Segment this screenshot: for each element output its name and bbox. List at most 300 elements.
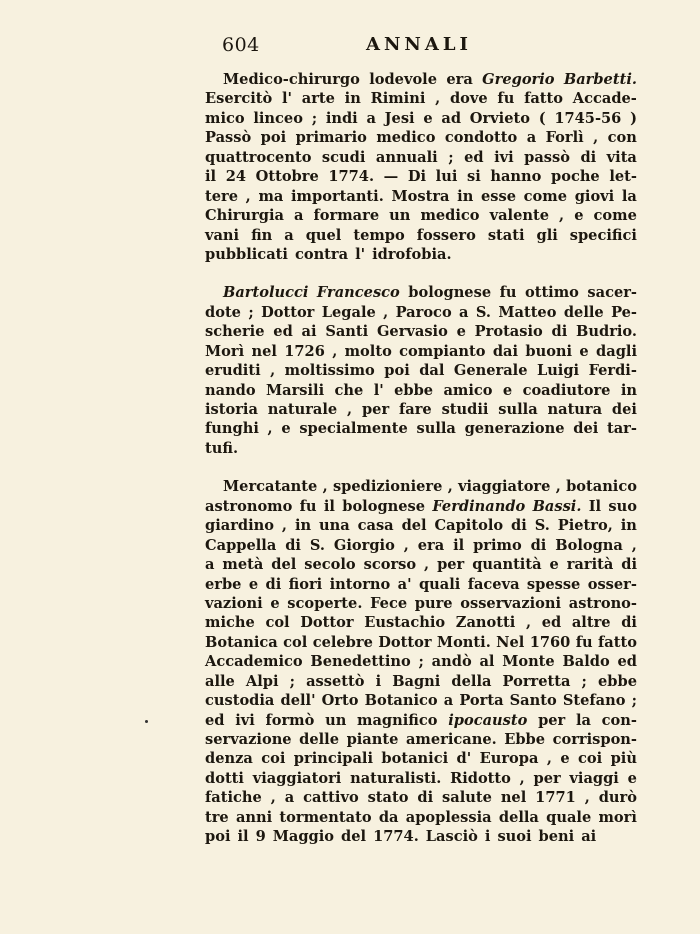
word: tempo [353, 226, 405, 244]
word: Generale [453, 362, 528, 380]
word: Luigi [536, 362, 580, 380]
word: ipocausto [448, 711, 528, 729]
ink-speck [145, 720, 148, 723]
word: tufi. [205, 439, 239, 457]
word: ; [448, 148, 454, 166]
word: 1774. [328, 168, 375, 186]
word: e [574, 207, 584, 225]
word: della [498, 808, 539, 826]
word: Baldo [562, 653, 610, 671]
word: moltissimo [284, 362, 375, 380]
word: fu [299, 497, 317, 515]
word: , [559, 207, 565, 225]
word: di [551, 323, 568, 341]
word: tere [205, 187, 238, 205]
word: tar- [606, 420, 637, 438]
word: fu [499, 284, 517, 302]
word: ivi [494, 148, 514, 166]
text-line [205, 206, 637, 225]
word: ai [581, 828, 597, 846]
word: ad [441, 109, 462, 127]
word: idrofobia. [372, 245, 452, 263]
word: poi [260, 129, 287, 147]
word: scudi [321, 148, 366, 166]
word: , [584, 789, 590, 807]
word: quattrocento [205, 148, 312, 166]
text-line [205, 148, 637, 167]
word: Eustachio [364, 614, 446, 632]
body-text [205, 70, 637, 847]
word: natura [547, 401, 603, 418]
word: astrono- [568, 594, 637, 612]
word: , [332, 342, 338, 360]
word: Santi [325, 323, 369, 341]
word: ebbe [598, 672, 637, 690]
word: rarità [566, 556, 614, 574]
word: era [417, 536, 445, 554]
word: lui [435, 168, 458, 186]
text-line [205, 594, 637, 613]
word: , [631, 536, 637, 554]
word: annuali [375, 148, 438, 166]
word: osser- [587, 575, 637, 593]
word: ivi [235, 711, 255, 729]
word: anni [235, 808, 273, 826]
word: viaggi [569, 769, 619, 787]
text-line [205, 128, 637, 147]
word: servazione [205, 731, 292, 748]
word: il [323, 497, 335, 515]
word: contra [294, 245, 349, 263]
word: compianto [399, 342, 486, 360]
word: vani [205, 226, 240, 244]
text-line [205, 808, 637, 827]
word: Gervasio [376, 323, 448, 341]
word: Fece [370, 594, 408, 612]
word: Chirurgia [205, 207, 284, 225]
word: fiori [288, 575, 323, 593]
word: principali [293, 750, 374, 768]
word: quantità [472, 556, 542, 574]
word: scoperte. [287, 594, 363, 612]
word: let- [609, 168, 637, 186]
text-line [205, 788, 637, 807]
word: col [265, 614, 290, 632]
word: Accade- [572, 90, 637, 108]
text-line [205, 730, 637, 749]
word: , [322, 478, 328, 496]
word: poi [205, 828, 231, 846]
word: spedizioniere [332, 478, 443, 496]
word: Alpi [245, 672, 279, 690]
word: come [593, 207, 637, 225]
word: di [621, 556, 637, 574]
word: 1771 [535, 789, 576, 807]
word: giovi [574, 187, 615, 205]
word: ( [538, 109, 546, 127]
word: fatto [597, 633, 637, 651]
word: e [456, 323, 466, 341]
word: dal [419, 362, 445, 380]
word: ottimo [524, 284, 579, 302]
text-line [205, 187, 637, 206]
word: , [267, 420, 273, 438]
word: pure [414, 594, 453, 612]
word: e [627, 769, 637, 787]
word: , [435, 90, 441, 108]
word: linceo [253, 109, 303, 127]
text-line [205, 419, 637, 438]
word: Medico-chirurgo [223, 71, 360, 88]
word: in [294, 517, 312, 535]
word: Mostra [391, 187, 450, 205]
word: , [447, 478, 453, 496]
word: denza [205, 750, 253, 768]
text-line [205, 439, 637, 458]
word: medico [376, 129, 436, 147]
word: naturalisti. [350, 769, 442, 787]
word: nel [251, 342, 277, 360]
word: miche [205, 614, 255, 632]
word: si [466, 168, 481, 186]
text-line [205, 769, 637, 788]
word: funghi [205, 420, 259, 438]
word: importanti. [291, 187, 384, 205]
word: viaggiatori [252, 769, 342, 787]
text-line [205, 89, 637, 108]
word: , [347, 401, 353, 418]
word: a [526, 129, 537, 147]
word: Orvieto [469, 109, 530, 127]
word: Benedettino [310, 653, 411, 671]
word: Europa [479, 750, 539, 768]
word: per [533, 769, 561, 787]
paragraph [205, 70, 637, 264]
word: fare [399, 401, 432, 418]
word: e [270, 594, 280, 612]
word: 1726 [284, 342, 325, 360]
text-line [205, 827, 637, 846]
text-line [205, 536, 637, 555]
word: specifici [569, 226, 637, 244]
text-line [205, 555, 637, 574]
word: ; [289, 672, 296, 690]
word: di [580, 148, 597, 166]
word: Pe- [611, 303, 637, 321]
word: Dottor [378, 633, 432, 651]
word: e [502, 381, 513, 399]
word: salute [442, 789, 492, 807]
word: morì [598, 808, 637, 826]
word: dote [205, 303, 241, 321]
word: coi [261, 750, 286, 768]
word: generazione [464, 420, 565, 438]
word: formare [313, 207, 380, 225]
word: , [424, 556, 430, 574]
word: una [319, 517, 350, 535]
paragraph [205, 283, 637, 458]
word: fu [497, 90, 515, 108]
word: a [205, 556, 215, 574]
word: erbe [205, 575, 242, 593]
word: Rimini [370, 90, 426, 108]
word: secolo [304, 556, 356, 574]
word: ma [258, 187, 284, 205]
word: faceva [467, 575, 520, 593]
word: a [284, 789, 295, 807]
word: pubblicati [205, 245, 288, 263]
word: Francesco [316, 284, 400, 302]
word: Forlì [545, 129, 584, 147]
word: dotti [205, 769, 244, 787]
word: e [423, 109, 433, 127]
word: tre [205, 808, 229, 826]
paragraph-gap [205, 458, 637, 477]
word: l' [373, 381, 384, 399]
word: fossero [416, 226, 476, 244]
word: di [511, 517, 527, 535]
text-line [205, 361, 637, 380]
word: Orto [321, 692, 359, 710]
word: buoni [525, 342, 573, 360]
word: amico [443, 381, 493, 399]
word: Dottor [300, 614, 354, 632]
word: Cappella [205, 536, 277, 554]
word: Dottor [261, 303, 315, 321]
word: fatiche [205, 789, 262, 807]
word: S. [309, 536, 325, 554]
word: Esercitò [205, 90, 273, 108]
word: sacer- [587, 284, 637, 302]
word: 24 [225, 168, 247, 186]
word: Nel [496, 633, 525, 651]
word: stato [367, 789, 409, 807]
word: Santo [509, 692, 557, 710]
word: Porretta [502, 672, 571, 690]
word: Maggio [272, 828, 335, 846]
word: naturale [267, 401, 338, 418]
word: cattivo [303, 789, 359, 807]
word: Porta [459, 692, 504, 710]
word: delle [563, 303, 604, 321]
word: coi [578, 750, 603, 768]
word: medico [420, 207, 480, 225]
word: fu [575, 633, 593, 651]
word: , [546, 750, 552, 768]
word: del [341, 828, 367, 846]
word: ; [631, 692, 637, 710]
word: Il [588, 497, 602, 515]
word: arte [301, 90, 335, 108]
word: sulla [416, 420, 456, 438]
text-line [205, 109, 637, 128]
word: , [525, 614, 532, 632]
word: astronomo [205, 497, 293, 515]
word: , [593, 129, 599, 147]
word: suoi [497, 828, 532, 846]
word: dell' [280, 692, 316, 710]
text-line [205, 400, 637, 419]
text-line [205, 633, 637, 652]
word: il [205, 168, 217, 186]
word: , [555, 478, 561, 496]
word: e [560, 750, 570, 768]
word: stati [487, 226, 525, 244]
word: quale [546, 808, 592, 826]
word: vazioni [205, 594, 263, 612]
word: corrispon- [552, 731, 637, 748]
word: Zanotti [455, 614, 516, 632]
text-line [205, 381, 637, 400]
text-line [205, 613, 637, 632]
word: del [271, 556, 297, 574]
word: fatto [524, 90, 564, 108]
word: coadiutore [522, 381, 611, 399]
word: dove [449, 90, 488, 108]
paragraph [205, 477, 637, 846]
word: studii [441, 401, 489, 418]
word: delle [299, 731, 340, 748]
word: la [575, 711, 591, 729]
word: ; [311, 109, 318, 127]
word: ) [630, 109, 637, 127]
word: Monte [502, 653, 555, 671]
word: di [265, 575, 282, 593]
word: Monti. [436, 633, 491, 651]
word: giardino [205, 517, 274, 535]
word: Paroco [395, 303, 452, 321]
word: il [237, 828, 249, 846]
text-line [205, 477, 637, 496]
word: in [620, 381, 637, 399]
word: poche [551, 168, 600, 186]
word: Budrio. [576, 323, 637, 341]
text-line [205, 575, 637, 594]
word: a' [397, 575, 412, 593]
word: S. [534, 517, 550, 535]
word: botanici [381, 750, 449, 768]
word: esse [480, 187, 516, 205]
word: suo [608, 497, 637, 515]
word: passò [524, 148, 570, 166]
paragraph-gap [205, 264, 637, 283]
word: — [383, 168, 399, 186]
word: spesse [526, 575, 581, 593]
text-line [205, 303, 637, 322]
word: vita [606, 148, 637, 166]
word: osservazioni [460, 594, 562, 612]
word: ed [205, 711, 225, 729]
word: Ebbe [504, 731, 546, 748]
text-line [205, 167, 637, 186]
word: andò [431, 653, 472, 671]
word: assettò [306, 672, 365, 690]
word: metà [222, 556, 264, 574]
word: piante [346, 731, 399, 748]
word: ed [541, 614, 562, 632]
word: alle [205, 672, 235, 690]
word: col [283, 633, 308, 651]
text-line [205, 342, 637, 361]
word: un [389, 207, 411, 225]
word: dai [492, 342, 519, 360]
word: Di [407, 168, 427, 186]
word: Accademico [205, 653, 303, 671]
word: quali [418, 575, 461, 593]
word: a [294, 207, 304, 225]
running-title: ANNALI [366, 34, 472, 55]
word: Mercatante [223, 478, 318, 496]
word: gli [536, 226, 558, 244]
word: apoplessia [405, 808, 492, 826]
word: ; [581, 672, 587, 690]
word: come [523, 187, 568, 205]
word: la [621, 187, 637, 205]
word: Barbetti. [563, 71, 637, 88]
word: e [281, 420, 291, 438]
word: della [451, 672, 492, 690]
word: il [453, 536, 465, 554]
word: , [281, 517, 288, 535]
word: dagli [596, 342, 637, 360]
word: Pietro, [557, 517, 613, 535]
word: nel [500, 789, 527, 807]
word: 9 [255, 828, 266, 846]
word: ai [301, 323, 317, 341]
word: americane. [405, 731, 497, 748]
word: dei [611, 401, 637, 418]
word: a [459, 303, 469, 321]
word: intorno [329, 575, 391, 593]
word: durò [598, 789, 637, 807]
text-line [205, 226, 637, 245]
word: custodia [205, 692, 275, 710]
word: molto [344, 342, 392, 360]
word: al [479, 653, 495, 671]
text-line [205, 672, 637, 691]
text-line [205, 652, 637, 671]
text-line [205, 711, 637, 730]
word: sulla [498, 401, 538, 418]
word: Matteo [498, 303, 557, 321]
word: l' [355, 245, 366, 263]
word: primario [295, 129, 367, 147]
word: Bologna [555, 536, 623, 554]
word: scherie [205, 323, 265, 341]
word: ed [464, 148, 484, 166]
word: i [375, 672, 382, 690]
text-line [205, 691, 637, 710]
word: i [484, 828, 491, 846]
word: , [403, 536, 409, 554]
text-line [205, 322, 637, 341]
word: Bartolucci [223, 284, 309, 302]
word: Bassi. [532, 497, 582, 515]
word: S. [475, 303, 491, 321]
word: condotto [444, 129, 518, 147]
word: in [344, 90, 361, 108]
word: a [284, 226, 294, 244]
word: botanico [566, 478, 637, 496]
word: ebbe [394, 381, 434, 399]
word: a [443, 692, 454, 710]
word: viaggiatore [458, 478, 551, 496]
word: di [417, 789, 434, 807]
word: di [285, 536, 301, 554]
word: dei [573, 420, 599, 438]
word: Ottobre [255, 168, 319, 186]
word: celebre [312, 633, 373, 651]
